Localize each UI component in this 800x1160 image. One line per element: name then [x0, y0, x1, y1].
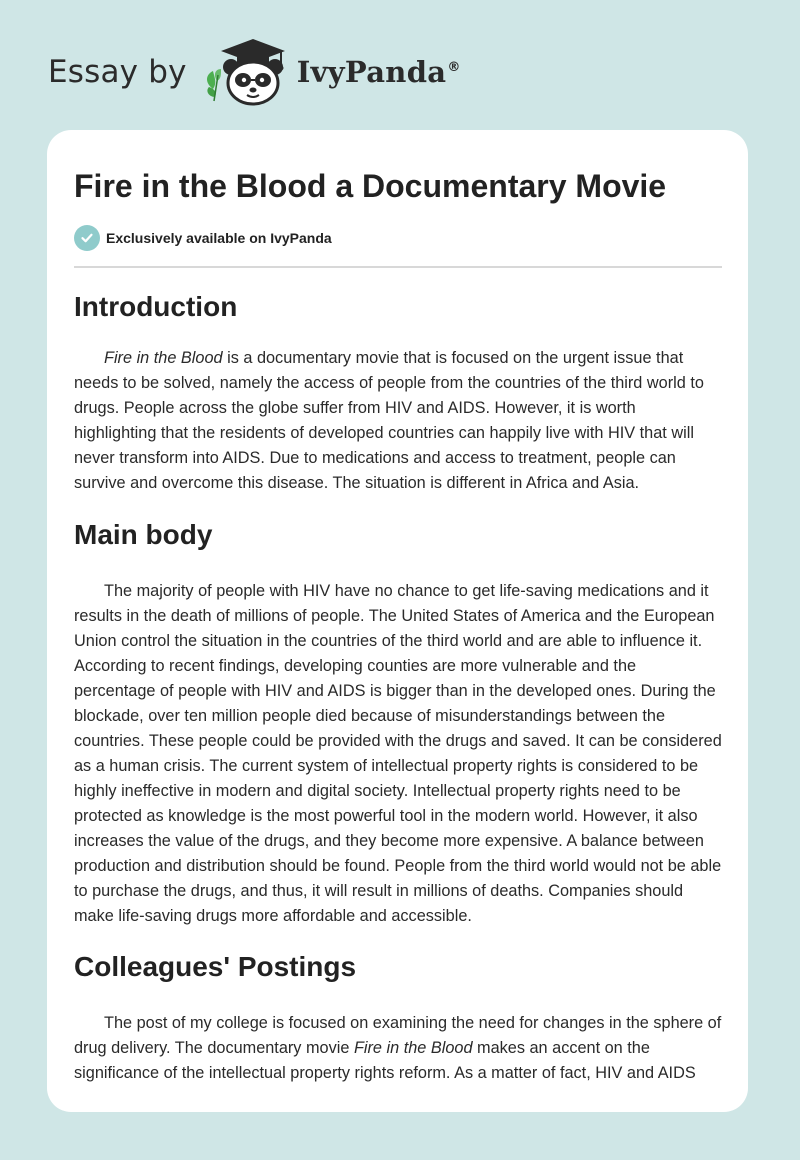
brand-name-text: IvyPanda — [296, 55, 447, 89]
brand-name — [297, 55, 461, 89]
section-heading-main-body: Main body — [74, 519, 213, 550]
title-divider — [74, 266, 722, 268]
essay-card — [47, 130, 748, 1112]
section-heading-colleagues-postings: Colleagues' Postings — [74, 951, 357, 982]
brand-prefix: Essay by — [48, 54, 187, 90]
paragraph-text-after: makes an accent on the significance of the intellectual property rights reform. As a matter of fact, HIV and AIDS — [74, 1039, 696, 1082]
registered-mark: ® — [447, 60, 461, 76]
essay-title: Fire in the Blood a Documentary Movie — [74, 168, 667, 204]
movie-title-emphasis: Fire in the Blood — [104, 349, 223, 367]
check-icon — [74, 225, 100, 251]
paragraph-text-before: The post of my college is focused on examining the need for changes in the sphere of drug delivery. The documentary movie — [74, 1014, 722, 1057]
brand-header[interactable] — [48, 36, 461, 108]
exclusive-badge-text: Exclusively available on IvyPanda — [106, 230, 332, 246]
section-paragraph-main-body: The majority of people with HIV have no chance to get life-saving medications and it results in the death of millions of people. The United States of America and the European Union control the situation in the countries of the third world and are able to influence it. According to recent findings, developing counties are more vulnerable and the percentage of people with HIV and AIDS is bigger than in the developed ones. During the blockade, over ten million people died because of misunderstandings between the countries. These people could be provided with the drugs and saved. It can be considered as a human crisis. The current system of intellectual property rights is considered to be highly ineffective in modern and digital society. Intellectual property rights need to be protected as knowledge is the most powerful tool in the modern world. However, it also increases the value of the drugs, and they become more expensive. A balance between production and distribution should be found. People from the third world would not be able to purchase the drugs, and thus, it will result in millions of deaths. Companies should make life-saving drugs more affordable and accessible. — [74, 582, 722, 925]
paragraph-text: is a documentary movie that is focused on the urgent issue that needs to be solved, namely the access of people from the countries of the third world to drugs. People across the globe suffer from HIV and AIDS. However, it is worth highlighting that the residents of developed countries can happily live with HIV that will never transform into AIDS. Due to medications and access to treatment, people can survive and overcome this disease. The situation is different in Africa and Asia. — [74, 349, 704, 492]
exclusive-badge — [74, 225, 722, 251]
section-heading-introduction: Introduction — [74, 291, 238, 322]
movie-title-emphasis: Fire in the Blood — [353, 1039, 473, 1057]
section-paragraph-introduction — [74, 346, 722, 496]
panda-logo-icon — [201, 37, 293, 107]
section-paragraph-colleagues-postings — [74, 1011, 722, 1086]
